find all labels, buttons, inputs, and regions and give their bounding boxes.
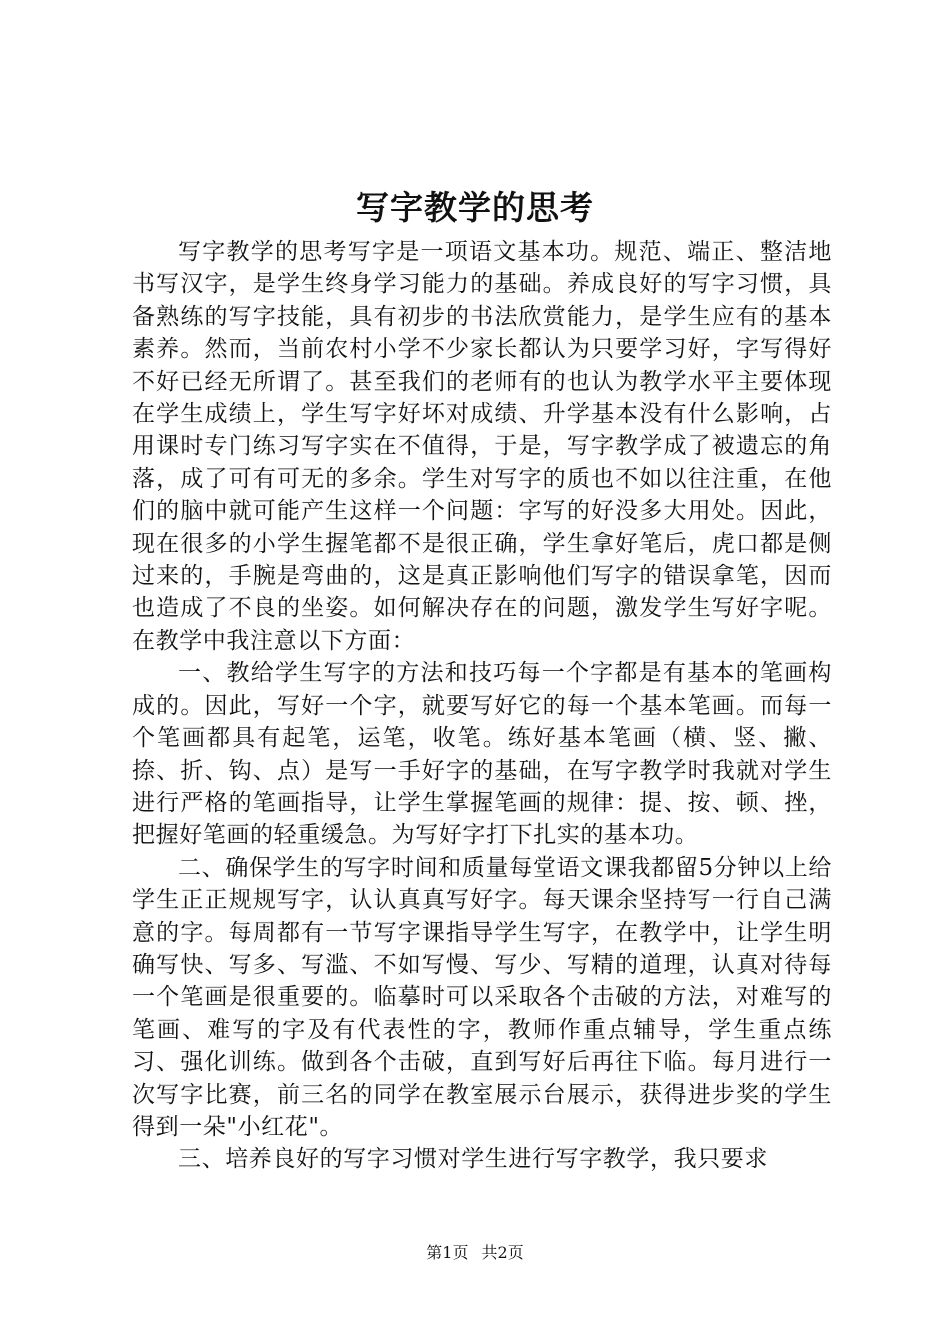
paragraph-section-2: 二、确保学生的写字时间和质量每堂语文课我都留5分钟以上给学生正正规规写字，认认真真写好字。每天课余坚持写一行自己满意的字。每周都有一节写字课指导学生写字，在教学中，让学生明确写快、写多、写滥、不如写慢、写少、写精的道理，认真对待每一个笔画是很重要的。临摹时可以采取各个击破的方法，对难写的笔画、难写的字及有代表性的字，教师作重点辅导，学生重点练习、强化训练。做到各个击破，直到写好后再往下临。每月进行一次写字比赛，前三名的同学在教室展示台展示，获得进步奖的学生得到一朵"小红花"。: [132, 854, 832, 1140]
paragraph-section-3: 三、培养良好的写字习惯对学生进行写字教学，我只要求: [178, 1146, 768, 1173]
paragraph-intro: 写字教学的思考写字是一项语文基本功。规范、端正、整洁地书写汉字，是学生终身学习能力的基础。养成良好的写字习惯，具备熟练的写字技能，具有初步的书法欣赏能力，是学生应有的基本素养。然而，当前农村小学不少家长都认为只要学习好，字写得好不好已经无所谓了。甚至我们的老师有的也认为教学水平主要体现在学生成绩上，学生写字好坏对成绩、升学基本没有什么影响，占用课时专门练习写字实在不值得，于是，写字教学成了被遗忘的角落，成了可有可无的多余。学生对写字的质也不如以往注重，在他们的脑中就可能产生这样一个问题：字写的好没多大用处。因此，现在很多的小学生握笔都不是很正确，学生拿好笔后，虎口都是侧过来的，手腕是弯曲的，这是真正影响他们写字的错误拿笔，因而也造成了不良的坐姿。如何解决存在的问题，激发学生写好字呢。在教学中我注意以下方面：: [132, 239, 832, 654]
page-number-current: 第1页: [426, 1243, 469, 1262]
document-body: [132, 236, 832, 1176]
document-title: 写字教学的思考: [356, 188, 594, 227]
paragraph-section-1: 一、教给学生写字的方法和技巧每一个字都是有基本的笔画构成的。因此，写好一个字，就要写好它的每一个基本笔画。而每一个笔画都具有起笔，运笔，收笔。练好基本笔画（横、竖、撇、捺、折、钩、点）是写一手好字的基础，在写字教学时我就对学生进行严格的笔画指导，让学生掌握笔画的规律：提、按、顿、挫，把握好笔画的轻重缓急。为写好字打下扎实的基本功。: [132, 660, 832, 849]
page-number-total: 共2页: [481, 1243, 524, 1262]
page-footer: [0, 1242, 950, 1264]
